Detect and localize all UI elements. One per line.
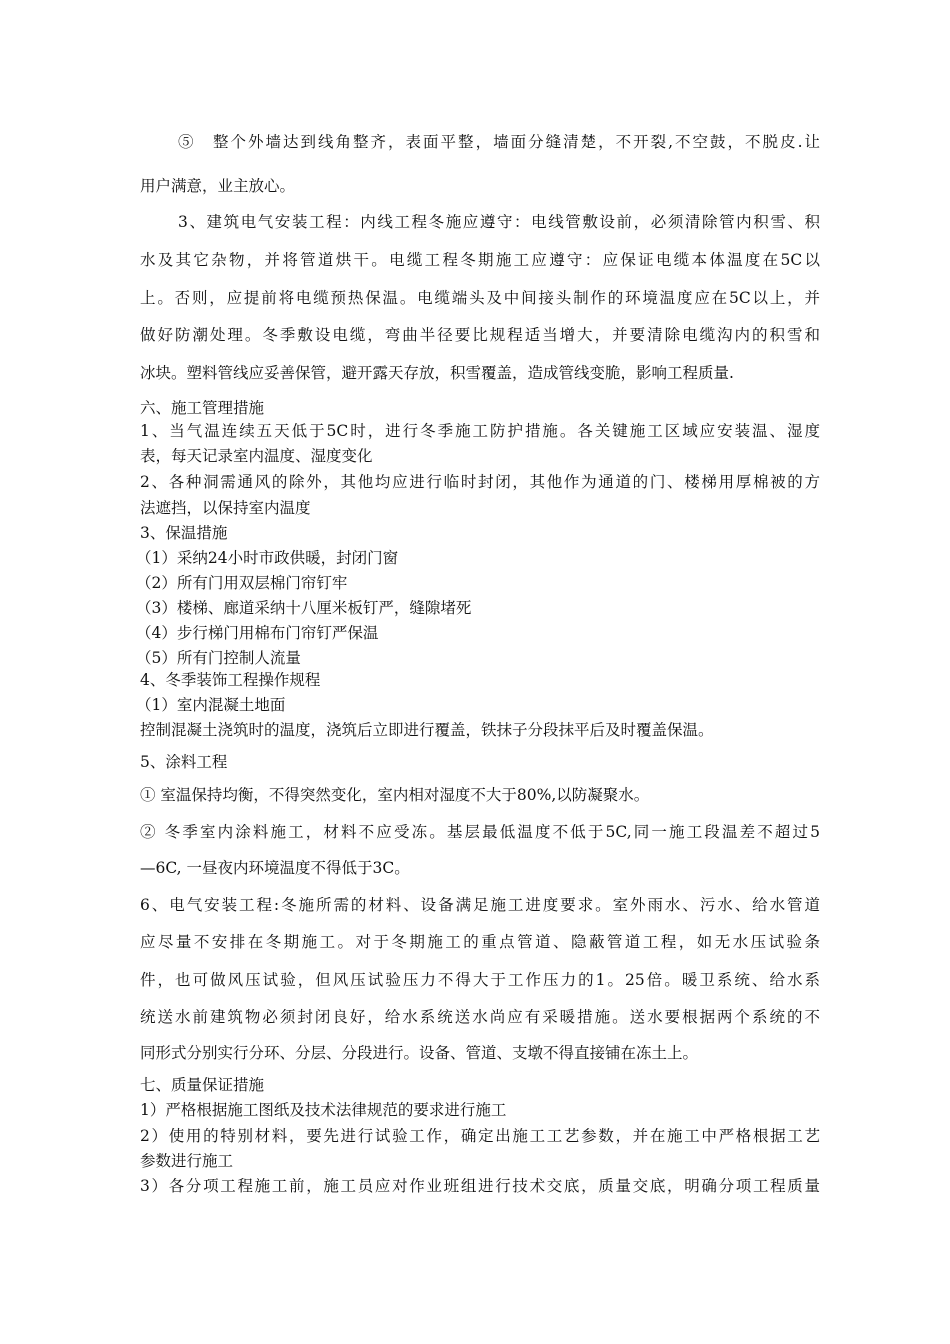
section-heading-7: 七、质量保证措施 <box>140 1076 265 1094</box>
text-line-9: 1、当气温连续五天低于5C时，进行冬季施工防护措施。各关键施工区域应安装温、湿度 <box>140 422 820 440</box>
text-line-1: ⑤ 整个外墙达到线角整齐，表面平整，墙面分缝清楚，不开裂,不空鼓，不脱皮.让 <box>178 133 820 151</box>
text-line-33: 2）使用的特别材料，要先进行试验工作，确定出施工工艺参数，并在施工中严格根据工艺 <box>140 1127 820 1145</box>
text-line-21: 控制混凝土浇筑时的温度，浇筑后立即进行覆盖，铁抹子分段抹平后及时覆盖保温。 <box>140 721 714 739</box>
text-line-7: 冰块。塑料管线应妥善保管，避开露天存放，积雪覆盖，造成管线变脆，影响工程质量. <box>140 364 734 382</box>
text-line-32: 1）严格根据施工图纸及技术法律规范的要求进行施工 <box>140 1101 507 1119</box>
text-line-22: 5、涂料工程 <box>140 753 228 771</box>
text-line-3: 3、建筑电气安装工程：内线工程冬施应遵守：电线管敷设前，必须清除管内积雪、积 <box>178 213 820 231</box>
text-line-28: 件，也可做风压试验，但风压试验压力不得大于工作压力的1。25倍。暖卫系统、给水系 <box>140 971 820 989</box>
text-line-29: 统送水前建筑物必须封闭良好，给水系统送水尚应有采暖措施。送水要根据两个系统的不 <box>140 1008 820 1026</box>
text-line-34: 参数进行施工 <box>140 1152 234 1170</box>
text-line-35: 3）各分项工程施工前，施工员应对作业班组进行技术交底，质量交底，明确分项工程质量 <box>140 1177 820 1195</box>
text-line-2: 用户满意，业主放心。 <box>140 177 296 195</box>
section-heading-6: 六、施工管理措施 <box>140 399 265 417</box>
text-line-23: ① 室温保持均衡，不得突然变化，室内相对湿度不大于80%,以防凝聚水。 <box>140 786 650 804</box>
list-item-5: （5）所有门控制人流量 <box>136 649 301 667</box>
text-line-12: 法遮挡，以保持室内温度 <box>140 499 311 517</box>
text-line-24: ② 冬季室内涂料施工，材料不应受冻。基层最低温度不低于5C,同一施工段温差不超过5 <box>140 823 820 841</box>
list-item-3: （3）楼梯、廊道采纳十八厘米板钉严，缝隙堵死 <box>136 599 472 617</box>
text-line-10: 表，每天记录室内温度、湿度变化 <box>140 447 373 465</box>
text-line-30: 同形式分别实行分环、分层、分段进行。设备、管道、支墩不得直接铺在冻土上。 <box>140 1044 699 1062</box>
list-item-2: （2）所有门用双层棉门帘钉牢 <box>136 574 348 592</box>
text-line-26: 6、电气安装工程:冬施所需的材料、设备满足施工进度要求。室外雨水、污水、给水管道 <box>140 896 820 914</box>
list-item-4: （4）步行梯门用棉布门帘钉严保温 <box>136 624 379 642</box>
text-line-27: 应尽量不安排在冬期施工。对于冬期施工的重点管道、隐蔽管道工程，如无水压试验条 <box>140 933 820 951</box>
text-line-4: 水及其它杂物，并将管道烘干。电缆工程冬期施工应遵守：应保证电缆本体温度在5C以 <box>140 251 820 269</box>
text-line-13: 3、保温措施 <box>140 524 228 542</box>
list-item-6: （1）室内混凝土地面 <box>136 696 286 714</box>
text-line-25: —6C, 一昼夜内环境温度不得低于3C。 <box>140 859 410 877</box>
text-line-19: 4、冬季装饰工程操作规程 <box>140 671 321 689</box>
text-line-5: 上。否则，应提前将电缆预热保温。电缆端头及中间接头制作的环境温度应在5C以上，并 <box>140 289 820 307</box>
list-item-1: （1）采纳24小时市政供暖，封闭门窗 <box>136 549 399 567</box>
text-line-6: 做好防潮处理。冬季敷设电缆，弯曲半径要比规程适当增大，并要清除电缆沟内的积雪和 <box>140 326 820 344</box>
text-line-11: 2、各种洞需通风的除外，其他均应进行临时封闭，其他作为通道的门、楼梯用厚棉被的方 <box>140 473 820 491</box>
